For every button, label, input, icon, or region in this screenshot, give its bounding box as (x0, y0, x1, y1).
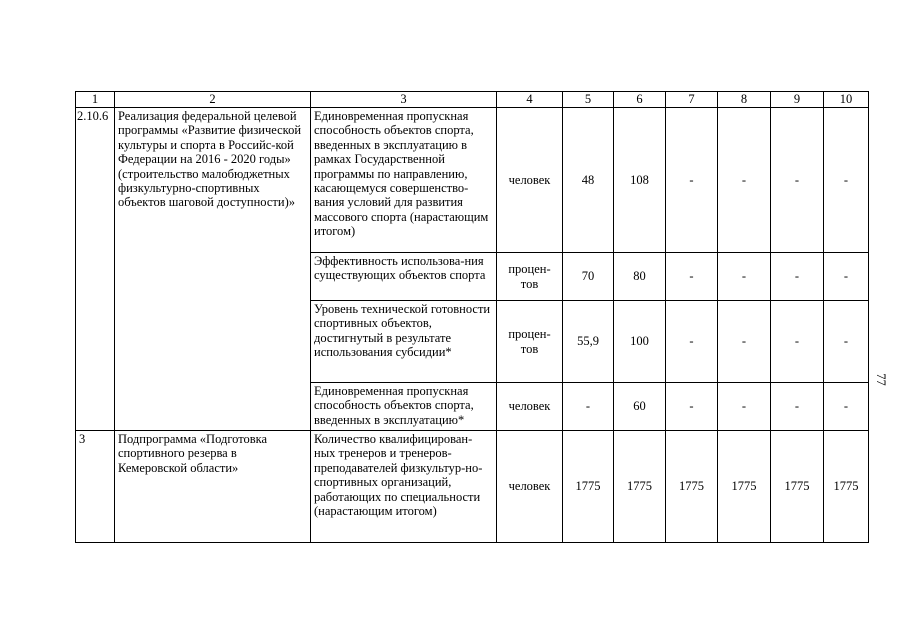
value-cell: - (666, 253, 718, 301)
indicator-name: Единовременная пропускная способность объектов спорта, введенных в эксплуатацию в рамках Государственной программы по направлению, касающемуся совершенство-вания условий для развития массового спорта (нарастающим итогом) (311, 108, 497, 253)
header-cell: 1 (76, 92, 115, 108)
measure-name: Подпрограмма «Подготовка спортивного резерва в Кемеровской области» (115, 431, 311, 543)
measure-name: Реализация федеральной целевой программы «Развитие физической культуры и спорта в Российс-кой Федерации на 2016 - 2020 годы» (строительство малобюджетных физкультурно-спортивных объектов шаговой доступности)» (115, 108, 311, 431)
value-cell: - (718, 108, 771, 253)
unit-cell: процен-тов (497, 253, 563, 301)
table-row (76, 108, 869, 253)
value-cell: - (718, 301, 771, 383)
unit-cell: человек (497, 431, 563, 543)
unit-cell: процен-тов (497, 301, 563, 383)
value-cell: - (666, 108, 718, 253)
row-number: 2.10.6 (76, 108, 115, 431)
value-cell: 1775 (718, 431, 771, 543)
indicators-table (75, 91, 869, 543)
value-cell: - (718, 253, 771, 301)
value-cell: 55,9 (563, 301, 614, 383)
value-cell: - (824, 301, 869, 383)
header-cell: 5 (563, 92, 614, 108)
value-cell: 1775 (771, 431, 824, 543)
indicator-name: Эффективность использова-ния существующих объектов спорта (311, 253, 497, 301)
value-cell: - (771, 383, 824, 431)
value-cell: 1775 (666, 431, 718, 543)
header-cell: 2 (115, 92, 311, 108)
value-cell: 70 (563, 253, 614, 301)
value-cell: 1775 (614, 431, 666, 543)
indicator-name: Уровень технической готовности спортивных объектов, достигнутый в результате использования субсидии* (311, 301, 497, 383)
header-cell: 6 (614, 92, 666, 108)
value-cell: - (771, 253, 824, 301)
header-cell: 8 (718, 92, 771, 108)
value-cell: - (666, 301, 718, 383)
value-cell: 1775 (563, 431, 614, 543)
value-cell: - (771, 301, 824, 383)
unit-cell: человек (497, 383, 563, 431)
value-cell: 48 (563, 108, 614, 253)
header-cell: 9 (771, 92, 824, 108)
value-cell: - (771, 108, 824, 253)
value-cell: 60 (614, 383, 666, 431)
indicator-name: Единовременная пропускная способность объектов спорта, введенных в эксплуатацию* (311, 383, 497, 431)
table-row (76, 431, 869, 543)
value-cell: - (824, 253, 869, 301)
header-cell: 10 (824, 92, 869, 108)
header-cell: 3 (311, 92, 497, 108)
value-cell: 1775 (824, 431, 869, 543)
header-row (76, 92, 869, 108)
value-cell: - (718, 383, 771, 431)
page-number: 77 (873, 373, 888, 386)
value-cell: 100 (614, 301, 666, 383)
indicator-name: Количество квалифицирован-ных тренеров и тренеров-преподавателей физкультур-но-спортивных организаций, работающих по специальности (нарастающим итогом) (311, 431, 497, 543)
value-cell: - (563, 383, 614, 431)
header-cell: 4 (497, 92, 563, 108)
unit-cell: человек (497, 108, 563, 253)
value-cell: 80 (614, 253, 666, 301)
value-cell: - (666, 383, 718, 431)
value-cell: 108 (614, 108, 666, 253)
value-cell: - (824, 383, 869, 431)
value-cell: - (824, 108, 869, 253)
header-cell: 7 (666, 92, 718, 108)
row-number: 3 (76, 431, 115, 543)
